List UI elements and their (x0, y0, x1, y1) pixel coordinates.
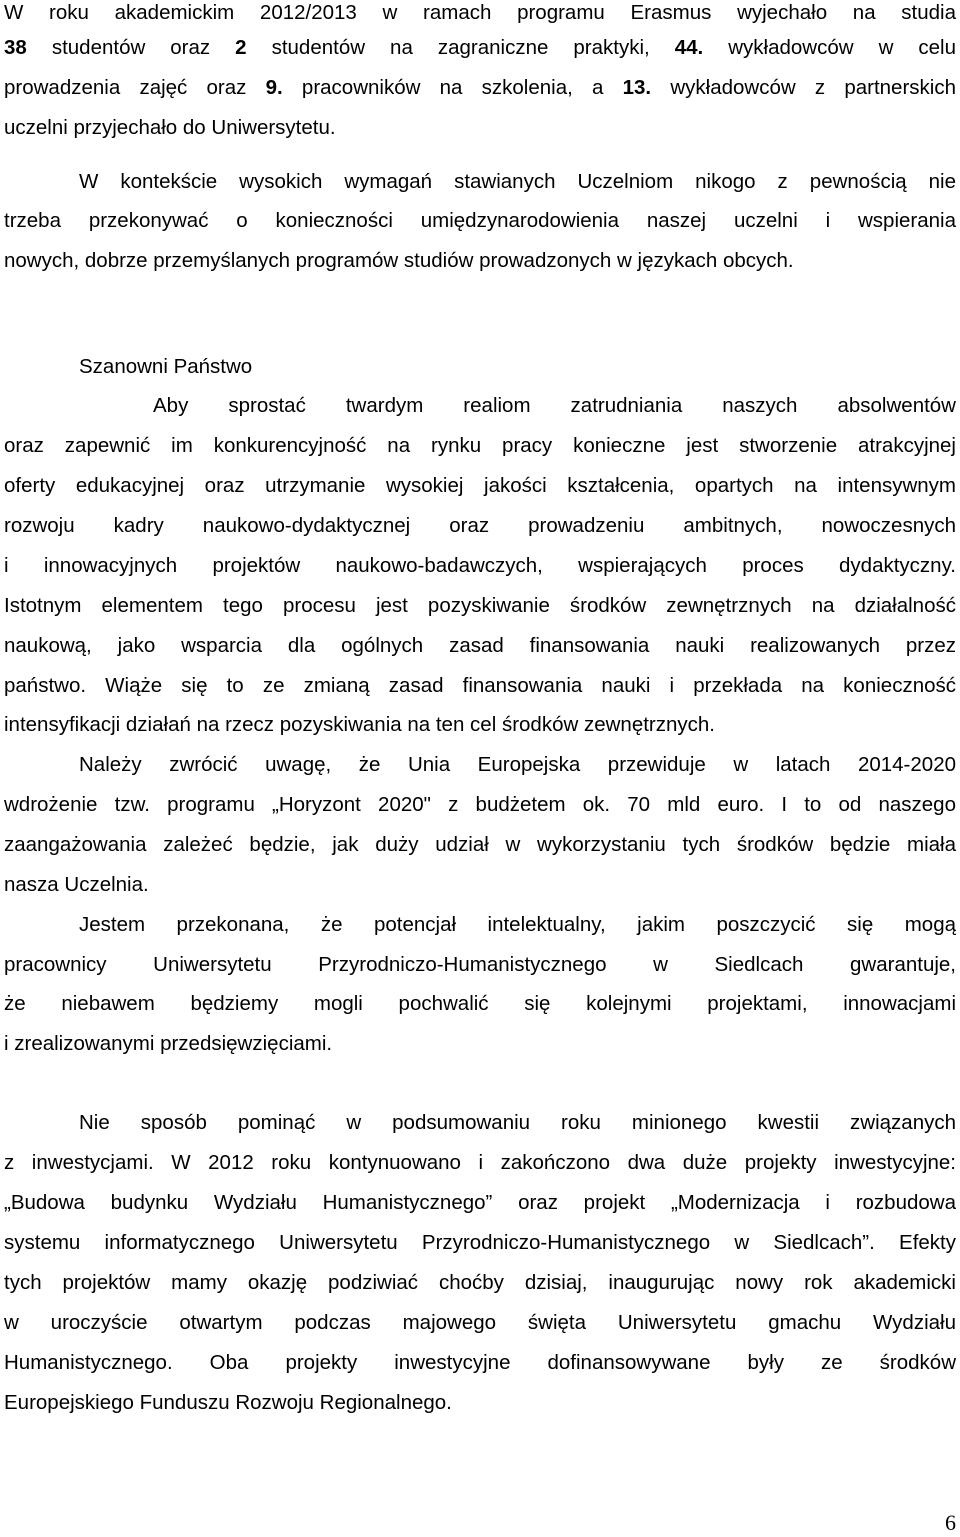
text-line: zaangażowania zależeć będzie, jak duży udział w wykorzystaniu tych środków będzie miała (4, 833, 956, 856)
bold-number: 44. (674, 36, 704, 59)
bold-number: 2 (235, 36, 247, 59)
text-line: „Budowa budynku Wydziału Humanistycznego” oraz projekt „Modernizacja i rozbudowa (4, 1191, 956, 1214)
text-line: W roku akademickim 2012/2013 w ramach programu Erasmus wyjechało na studia (4, 1, 956, 24)
text-run: studentów na zagraniczne praktyki, (246, 36, 675, 59)
text-line: tych projektów mamy okazję podziwiać choćby dzisiaj, inaugurując nowy rok akademicki (4, 1271, 956, 1294)
page-number: 6 (945, 1510, 956, 1535)
text-line: oferty edukacyjnej oraz utrzymanie wysokiej jakości kształcenia, opartych na intensywnym (4, 474, 956, 497)
text-line: Humanistycznego. Oba projekty inwestycyjne dofinansowywane były ze środków (4, 1351, 956, 1374)
text-run: wykładowców z partnerskich (651, 76, 956, 99)
salutation: Szanowni Państwo (79, 355, 253, 378)
text-run: prowadzenia zajęć oraz (4, 76, 266, 99)
text-line: i zrealizowanymi przedsięwzięciami. (4, 1032, 333, 1055)
bold-number: 38 (4, 36, 27, 59)
bold-number: 9. (265, 76, 283, 99)
text-run: pracowników na szkolenia, a (282, 76, 623, 99)
text-line (4, 75, 956, 101)
text-line: Należy zwrócić uwagę, że Unia Europejska przewiduje w latach 2014-2020 (79, 753, 956, 776)
text-run: wykładowców w celu (703, 36, 956, 59)
text-line: uczelni przyjechało do Uniwersytetu. (4, 116, 336, 139)
text-line: Jestem przekonana, że potencjał intelektualny, jakim poszczycić się mogą (79, 913, 956, 936)
text-line: Europejskiego Funduszu Rozwoju Regionalnego. (4, 1391, 452, 1414)
text-line: w uroczyście otwartym podczas majowego święta Uniwersytetu gmachu Wydziału (4, 1311, 956, 1334)
text-line: wdrożenie tzw. programu „Horyzont 2020" z budżetem ok. 70 mld euro. I to od naszego (4, 793, 956, 816)
bold-number: 13. (622, 76, 652, 99)
text-line: nowych, dobrze przemyślanych programów studiów prowadzonych w językach obcych. (4, 249, 794, 272)
text-line: Aby sprostać twardym realiom zatrudniania naszych absolwentów (153, 394, 956, 417)
text-line: rozwoju kadry naukowo-dydaktycznej oraz prowadzeniu ambitnych, nowoczesnych (4, 514, 956, 537)
text-line: intensyfikacji działań na rzecz pozyskiwania na ten cel środków zewnętrznych. (4, 713, 716, 736)
text-line: oraz zapewnić im konkurencyjność na rynku pracy konieczne jest stworzenie atrakcyjnej (4, 434, 956, 457)
text-line: państwo. Wiąże się to ze zmianą zasad finansowania nauki i przekłada na konieczność (4, 674, 956, 697)
text-line: trzeba przekonywać o konieczności umiędzynarodowienia naszej uczelni i wspierania (4, 209, 956, 232)
text-line: nasza Uczelnia. (4, 873, 149, 896)
text-line (4, 35, 956, 61)
text-line: i innowacyjnych projektów naukowo-badawczych, wspierających proces dydaktyczny. (4, 554, 956, 577)
text-line: Nie sposób pominąć w podsumowaniu roku minionego kwestii związanych (79, 1111, 956, 1134)
text-line: W kontekście wysokich wymagań stawianych Uczelniom nikogo z pewnością nie (79, 170, 956, 193)
text-line: Istotnym elementem tego procesu jest pozyskiwanie środków zewnętrznych na działalność (4, 594, 956, 617)
text-line: pracownicy Uniwersytetu Przyrodniczo-Humanistycznego w Siedlcach gwarantuje, (4, 953, 956, 976)
text-run: studentów oraz (26, 36, 236, 59)
text-line: naukową, jako wsparcia dla ogólnych zasad finansowania nauki realizowanych przez (4, 634, 956, 657)
text-line: z inwestycjami. W 2012 roku kontynuowano i zakończono dwa duże projekty inwestycyjne: (4, 1151, 956, 1174)
text-line: systemu informatycznego Uniwersytetu Przyrodniczo-Humanistycznego w Siedlcach”. Efekty (4, 1231, 956, 1254)
text-line: że niebawem będziemy mogli pochwalić się kolejnymi projektami, innowacjami (4, 992, 956, 1015)
